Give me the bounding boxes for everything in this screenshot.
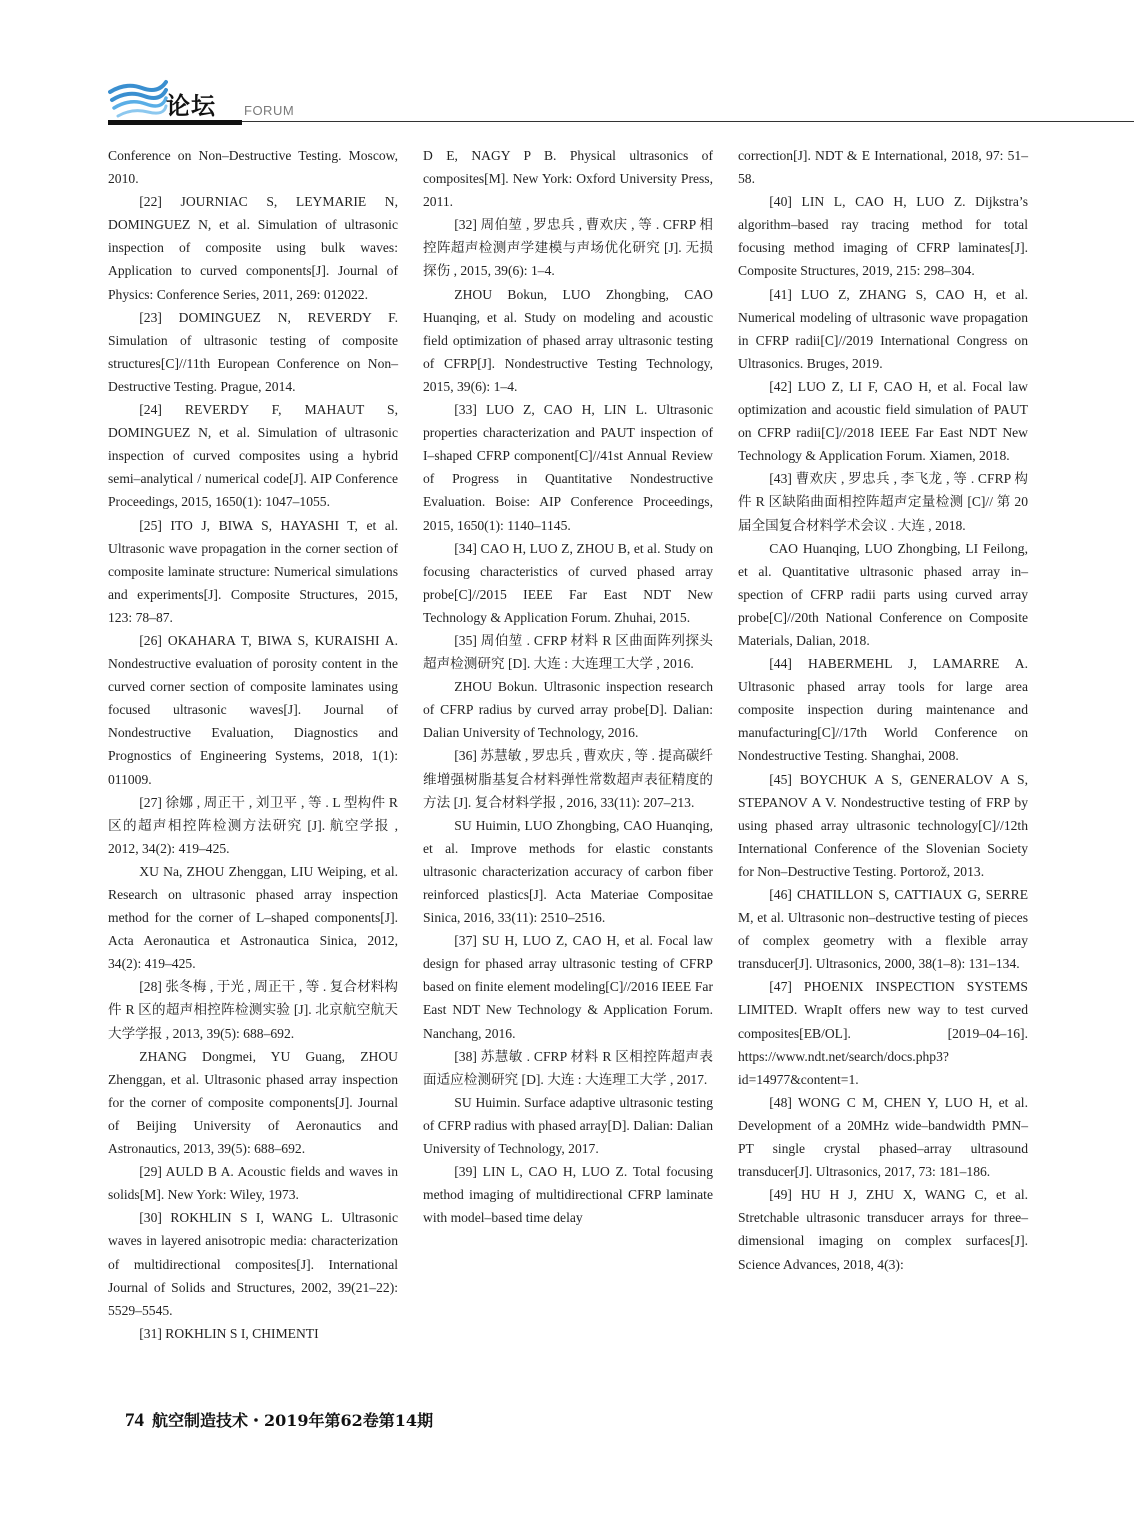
reference-entry: SU Huimin, LUO Zhongbing, CAO Huanqing, et al. Improve methods for elastic constants ultrasonic characterization accuracy of carbon fiber reinforced plastics[J]. Acta Materiae Compositae Sinica, 2016, 33(11): 2510–2516. — [423, 817, 713, 926]
reference-entry: D E, NAGY P B. Physical ultrasonics of composites[M]. New York: Oxford University Press, 2011. — [423, 148, 713, 210]
reference-entry: [37] SU H, LUO Z, CAO H, et al. Focal law design for phased array ultrasonic testing of CFRP based on finite element modeling[C]//2016 IEEE Far East NDT New Technology & Application Forum. Nanchang, 2016. — [423, 933, 713, 1041]
reference-entry: [32] 周伯堃 , 罗忠兵 , 曹欢庆 , 等 . CFRP 相控阵超声检测声学建模与声场优化研究 [J]. 无损探伤 , 2015, 39(6): 1–4. — [423, 217, 713, 279]
reference-entry: [39] LIN L, CAO H, LUO Z. Total focusing method imaging of multidirectional CFRP laminate with model–based time delay — [423, 1164, 713, 1226]
reference-entry: [22] JOURNIAC S, LEYMARIE N, DOMINGUEZ N, et al. Simulation of ultrasonic inspection of composite using bulk waves: Application to curved components[J]. Journal of Physics: Conference Series, 2011, 269: 012022. — [108, 194, 398, 302]
reference-entry: [44] HABERMEHL J, LAMARRE A. Ultrasonic phased array tools for large area composite inspection during maintenance and manufacturing[C]//17th World Conference on Nondestructive Testing. Shanghai, 2008. — [738, 656, 1028, 764]
reference-entry: [29] AULD B A. Acoustic fields and waves in solids[M]. New York: Wiley, 1973. — [108, 1164, 398, 1203]
page-number: 74 — [125, 1410, 144, 1431]
reference-entry: [36] 苏慧敏 , 罗忠兵 , 曹欢庆 , 等 . 提高碳纤维增强树脂基复合材料弹性常数超声表征精度的方法 [J]. 复合材料学报 , 2016, 33(11): 207–213. — [423, 748, 713, 810]
section-label-en: FORUM — [244, 103, 295, 118]
page-footer — [125, 1408, 433, 1432]
reference-entry: [34] CAO H, LUO Z, ZHOU B, et al. Study on focusing characteristics of curved phased array probe[C]//2015 IEEE Far East NDT New Technology & Application Forum. Zhuhai, 2015. — [423, 540, 713, 625]
reference-entry: [30] ROKHLIN S I, WANG L. Ultrasonic waves in layered anisotropic media: characterization of multidirectional composites[J]. International Journal of Solids and Structures, 2002, 39(21–22): 5529–5545. — [108, 1210, 398, 1318]
reference-entry: [23] DOMINGUEZ N, REVERDY F. Simulation of ultrasonic testing of composite structures[C]//11th European Conference on Non–Destructive Testing. Prague, 2014. — [108, 309, 398, 394]
reference-entry: correction[J]. NDT & E International, 2018, 97: 51–58. — [738, 148, 1028, 187]
reference-entry: [42] LUO Z, LI F, CAO H, et al. Focal law optimization and acoustic field simulation of PAUT on CFRP radii[C]//2018 IEEE Far East NDT New Technology & Application Forum. Xiamen, 2018. — [738, 378, 1028, 464]
reference-entry: [33] LUO Z, CAO H, LIN L. Ultrasonic properties characterization and PAUT inspection of I–shaped CFRP component[C]//41st Annual Review of Progress in Quantitative Nondestructive Evaluation. Boise: AIP Conference Proceedings, 2015, 1650(1): 1140–1145. — [423, 402, 713, 533]
page-header — [0, 0, 1134, 130]
reference-column-3 — [738, 144, 1028, 1276]
reference-entry: [47] PHOENIX INSPECTION SYSTEMS LIMITED. WrapIt offers new way to test curved composites[EB/OL]. [2019–04–16]. https://www.ndt.net/search/docs.php3?id=14977&content=1. — [738, 979, 1028, 1087]
reference-entry: [41] LUO Z, ZHANG S, CAO H, et al. Numerical modeling of ultrasonic wave propagation in CFRP radii[C]//2019 International Congress on Ultrasonics. Bruges, 2019. — [738, 286, 1028, 371]
reference-entry: XU Na, ZHOU Zhenggan, LIU Weiping, et al. Research on ultrasonic phased array inspection method for the corner of L–shaped components[J]. Acta Aeronautica et Astronautica Sinica, 2012, 34(2): 419–425. — [108, 863, 398, 972]
reference-entry: [49] HU H J, ZHU X, WANG C, et al. Stretchable ultrasonic transducer arrays for three–dimensional imaging on complex surfaces[J]. Science Advances, 2018, 4(3): — [738, 1187, 1028, 1272]
reference-entry: [38] 苏慧敏 . CFRP 材料 R 区相控阵超声表面适应检测研究 [D]. 大连 : 大连理工大学 , 2017. — [423, 1048, 713, 1087]
section-title: 论坛 — [166, 91, 216, 120]
reference-entry: [28] 张冬梅 , 于光 , 周正干 , 等 . 复合材料构件 R 区的超声相控阵检测实验 [J]. 北京航空航天大学学报 , 2013, 39(5): 688–692. — [108, 979, 398, 1041]
journal-issue: 航空制造技术・2019年第62卷第14期 — [152, 1411, 434, 1430]
reference-entry: [48] WONG C M, CHEN Y, LUO H, et al. Development of a 20MHz wide–bandwidth PMN–PT single crystal phased–array ultrasound transducer[J]. Ultrasonics, 2017, 73: 181–186. — [738, 1094, 1028, 1180]
forum-wave-logo-icon — [108, 78, 168, 120]
header-rule — [242, 121, 1134, 122]
reference-column-2 — [423, 144, 713, 1229]
reference-entry: SU Huimin. Surface adaptive ultrasonic testing of CFRP radius with phased array[D]. Dalian: Dalian University of Technology, 2017. — [423, 1094, 713, 1157]
reference-entry: [45] BOYCHUK A S, GENERALOV A S, STEPANOV A V. Nondestructive testing of FRP by using phased array ultrasonic technology[C]//12th International Conference of the Slovenian Society for Non–Destructive Testing. Portorož, 2013. — [738, 771, 1028, 879]
reference-entry: [26] OKAHARA T, BIWA S, KURAISHI A. Nondestructive evaluation of porosity content in the curved corner section of composite laminates using focused ultrasonic waves[J]. Journal of Nondestructive Evaluation, Diagnostics and Prognostics of Engineering Systems, 2018, 1(1): 011009. — [108, 632, 398, 787]
reference-entry: [27] 徐娜 , 周正干 , 刘卫平 , 等 . L 型构件 R 区的超声相控阵检测方法研究 [J]. 航空学报 , 2012, 34(2): 419–425. — [108, 794, 398, 856]
reference-entry: [40] LIN L, CAO H, LUO Z. Dijkstra’s algorithm–based ray tracing method for total focusing method imaging of CFRP laminates[J]. Composite Structures, 2019, 215: 298–304. — [738, 194, 1028, 279]
reference-entry: [43] 曹欢庆 , 罗忠兵 , 李飞龙 , 等 . CFRP 构件 R 区缺陷曲面相控阵超声定量检测 [C]// 第 20 届全国复合材料学术会议 . 大连 , 2018. — [738, 471, 1028, 533]
reference-column-1 — [108, 144, 398, 1345]
reference-entry: [46] CHATILLON S, CATTIAUX G, SERRE M, et al. Ultrasonic non–destructive testing of pieces of complex geometry with a flexible array transducer[J]. Ultrasonics, 2000, 38(1–8): 131–134. — [738, 887, 1028, 972]
reference-entry: [25] ITO J, BIWA S, HAYASHI T, et al. Ultrasonic wave propagation in the corner section of composite laminate structure: Numerical simulations and experiments[J]. Composite Structures, 2015, 123: 78–87. — [108, 517, 398, 625]
reference-entry: ZHANG Dongmei, YU Guang, ZHOU Zhenggan, et al. Ultrasonic phased array inspection for the corner of composite components[J]. Journal of Beijing University of Aeronautics and Astronautics, 2013, 39(5): 688–692. — [108, 1048, 398, 1157]
header-rule-thick — [108, 120, 242, 125]
reference-entry: ZHOU Bokun. Ultrasonic inspection research of CFRP radius by curved array probe[D]. Dalian: Dalian University of Technology, 2016. — [423, 679, 713, 741]
reference-entry: CAO Huanqing, LUO Zhongbing, LI Feilong, et al. Quantitative ultrasonic phased array in–spection of CFRP radii parts using curved array probe[C]//20th National Conference on Composite Materials, Dalian, 2018. — [738, 540, 1028, 648]
reference-entry: Conference on Non–Destructive Testing. Moscow, 2010. — [108, 148, 398, 187]
reference-entry: [24] REVERDY F, MAHAUT S, DOMINGUEZ N, et al. Simulation of ultrasonic inspection of curved composites using a hybrid semi–analytical / numerical code[J]. AIP Conference Proceedings, 2015, 1650(1): 1047–1055. — [108, 402, 398, 510]
reference-entry: ZHOU Bokun, LUO Zhongbing, CAO Huanqing, et al. Study on modeling and acoustic field optimization of phased array ultrasonic testing of CFRP[J]. Nondestructive Testing Technology, 2015, 39(6): 1–4. — [423, 286, 713, 394]
reference-entry: [35] 周伯堃 . CFRP 材料 R 区曲面阵列探头超声检测研究 [D]. 大连 : 大连理工大学 , 2016. — [423, 632, 713, 672]
reference-entry: [31] ROKHLIN S I, CHIMENTI — [139, 1325, 319, 1341]
